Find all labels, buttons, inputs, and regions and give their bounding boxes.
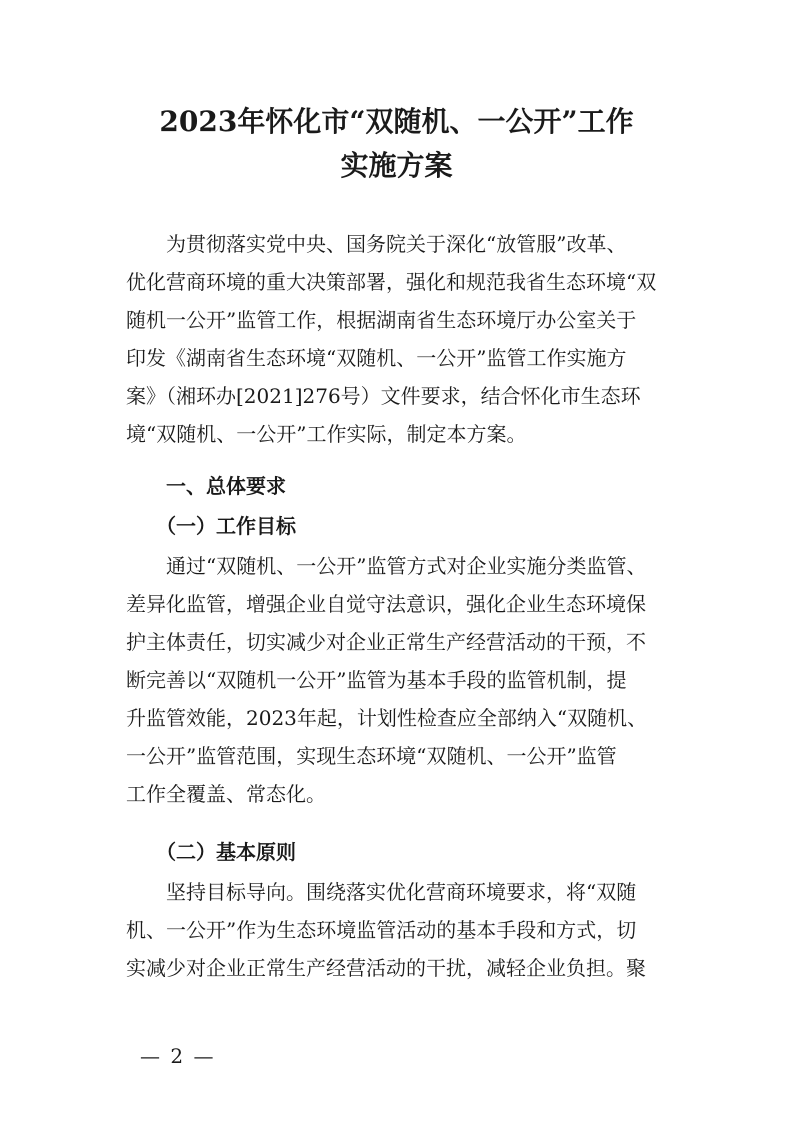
intro-line-3: 随机一公开”监管工作，根据湖南省生态环境厅办公室关于 [126,308,637,332]
principle-line-1: 坚持目标导向。围绕落实优化营商环境要求，将“双随 [126,880,637,904]
intro-line-1: 为贯彻落实党中央、国务院关于深化“放管服”改革、 [126,232,627,256]
section-heading-1: 一、总体要求 [126,474,286,498]
intro-line-5: 案》（湘环办[2021]276号）文件要求，结合怀化市生态环 [126,384,641,408]
goal-line-7: 工作全覆盖、常态化。 [126,782,326,806]
page-number: — 2 — [140,1044,216,1068]
subsection-heading-1: （一）工作目标 [126,514,296,538]
goal-line-5: 升监管效能，2023年起，计划性检查应全部纳入“双随机、 [126,706,648,730]
document-title-line-2: 实施方案 [340,149,453,182]
subsection-heading-2: （二）基本原则 [126,840,296,864]
principle-line-2: 机、一公开”作为生态环境监管活动的基本手段和方式，切 [126,918,637,942]
intro-line-2: 优化营商环境的重大决策部署，强化和规范我省生态环境“双 [126,270,657,294]
intro-line-4: 印发《湖南省生态环境“双随机、一公开”监管工作实施方 [126,346,627,370]
document-title-line-1: 2023年怀化市“双随机、一公开”工作 [159,105,634,138]
goal-line-1: 通过“双随机、一公开”监管方式对企业实施分类监管、 [126,554,647,578]
intro-line-6: 境“双随机、一公开”工作实际，制定本方案。 [126,422,527,446]
goal-line-4: 断完善以“双随机一公开”监管为基本手段的监管机制，提 [126,668,627,692]
goal-line-2: 差异化监管，增强企业自觉守法意识，强化企业生态环境保 [126,592,646,616]
goal-line-3: 护主体责任，切实减少对企业正常生产经营活动的干预，不 [126,630,646,654]
goal-line-6: 一公开”监管范围，实现生态环境“双随机、一公开”监管 [126,744,617,768]
principle-line-3: 实减少对企业正常生产经营活动的干扰，减轻企业负担。聚 [126,956,646,980]
